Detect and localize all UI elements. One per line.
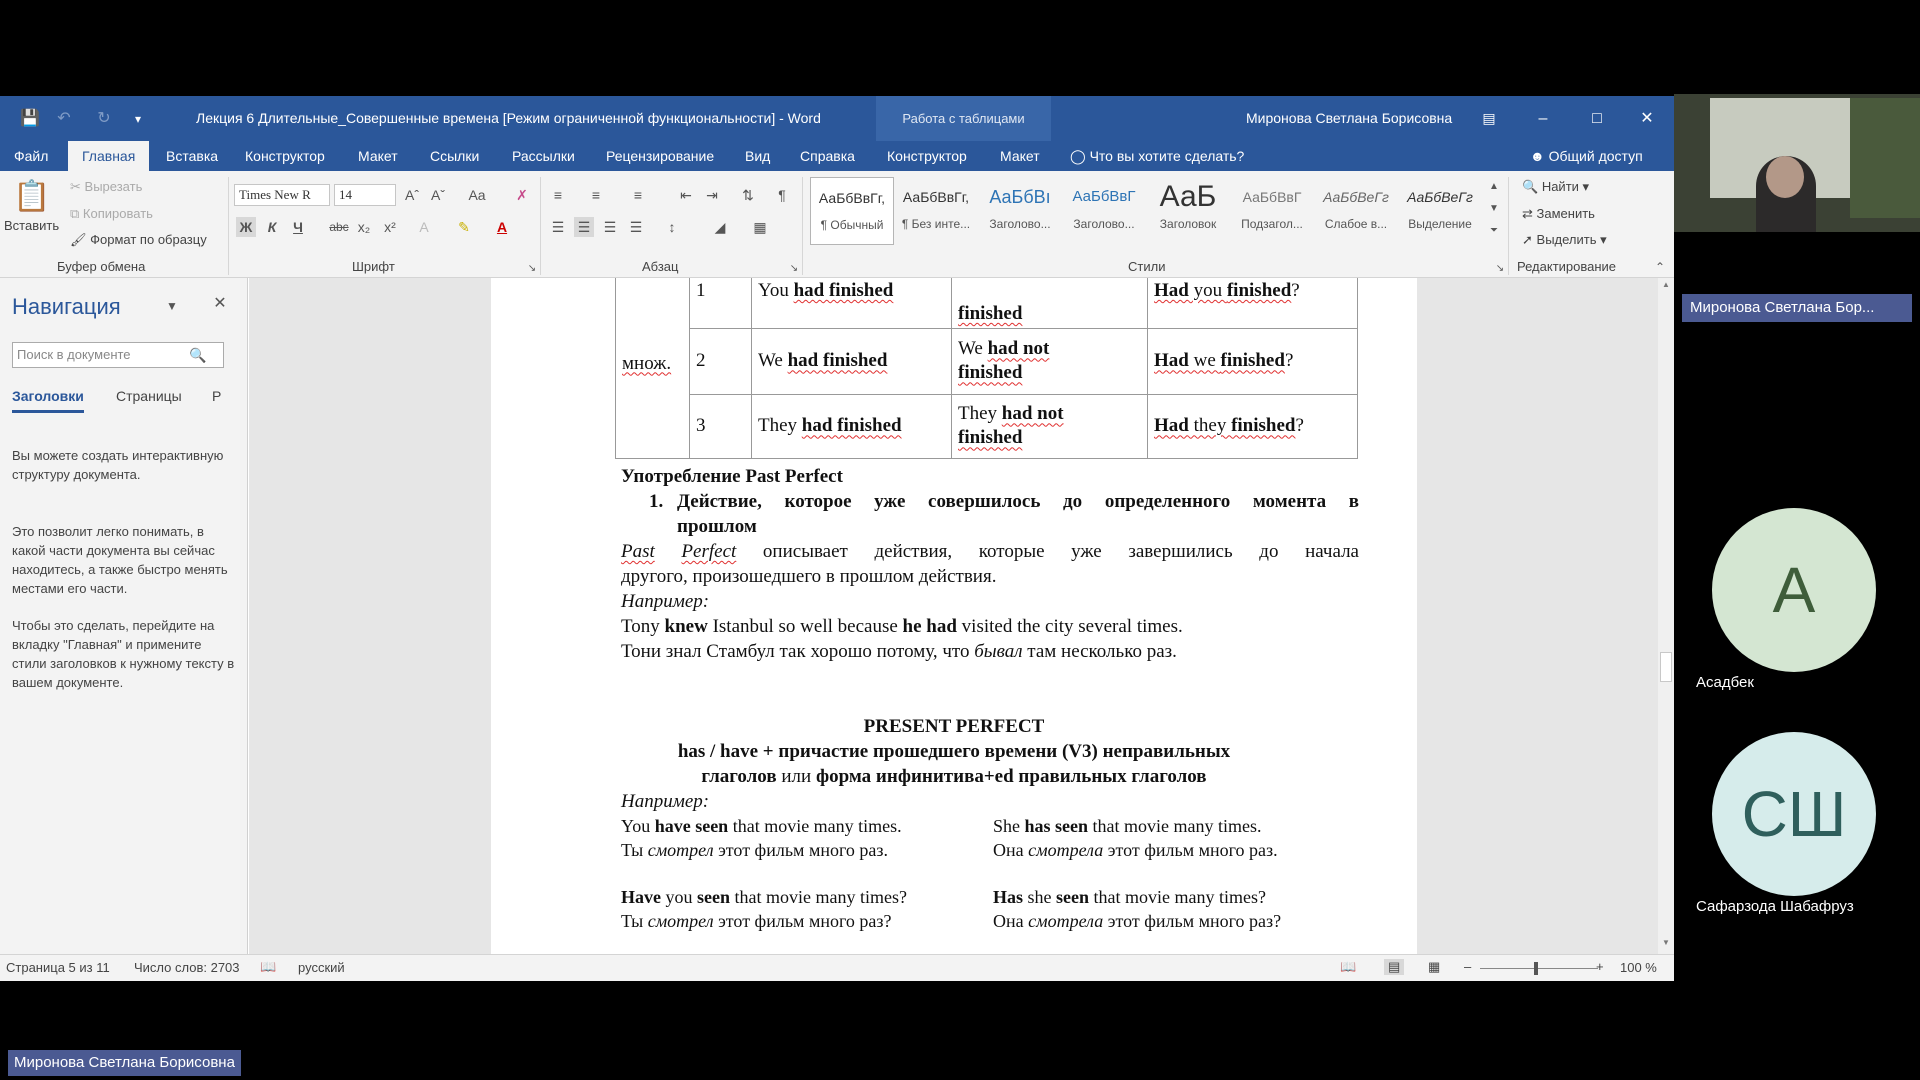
style-preview: АаБбВеГг	[1323, 189, 1389, 205]
tab-help[interactable]: Справка	[800, 148, 855, 164]
cell-text: we	[1188, 350, 1221, 372]
style-name: Заголово...	[1073, 217, 1135, 231]
cursor-icon: ➚	[1522, 232, 1533, 247]
decrease-indent-icon[interactable]: ⇤	[680, 187, 692, 203]
example-text: She	[993, 816, 1025, 836]
example-text: Тони знал Стамбул так хорошо потому, что	[621, 641, 975, 662]
ribbon-separator	[1508, 177, 1509, 275]
increase-indent-icon[interactable]: ⇥	[706, 187, 718, 203]
cell-text: finished	[1226, 280, 1292, 301]
tell-me-label: Что вы хотите сделать?	[1089, 148, 1245, 164]
attendee-name: Асадбек	[1696, 674, 1754, 691]
table-cell-negative	[952, 278, 1148, 329]
table-cell-affirmative	[752, 394, 952, 458]
example-text: that movie many times.	[1088, 816, 1262, 836]
usage-item-text-cont: прошлом	[677, 516, 757, 537]
cell-text: We	[958, 338, 988, 360]
minimize-icon[interactable]: –	[1538, 110, 1548, 127]
styles-group-label: Стили	[1128, 259, 1166, 274]
example-text: Tony	[621, 616, 665, 637]
table-tools-context: Работа с таблицами	[876, 96, 1051, 141]
web-layout-icon[interactable]: ▦	[1428, 959, 1441, 974]
table-row	[616, 329, 1358, 394]
tab-table-layout[interactable]: Макет	[1000, 148, 1040, 164]
font-color-icon[interactable]: A	[496, 219, 508, 235]
example-text: Она	[993, 911, 1029, 931]
replace-icon: ⇄	[1522, 206, 1533, 221]
example-right-2	[993, 840, 1278, 861]
example-text: that movie many times?	[1089, 887, 1266, 907]
numbering-icon[interactable]: ≡	[591, 187, 601, 203]
table-cell-affirmative	[752, 329, 952, 394]
style-no-spacing[interactable]	[894, 177, 978, 245]
format-painter-button[interactable]	[70, 232, 207, 248]
example-left-3	[621, 887, 907, 908]
replace-label: Заменить	[1536, 206, 1595, 221]
example-text: she	[1023, 887, 1057, 907]
example-italic: смотрел	[647, 911, 714, 931]
example-right-4	[993, 911, 1281, 932]
usage-item-number: 1.	[649, 491, 664, 512]
cell-text: you	[1188, 280, 1227, 301]
cell-text: ?	[1284, 350, 1294, 372]
font-size-combo[interactable]: 14	[334, 184, 396, 206]
font-group-label: Шрифт	[352, 259, 395, 274]
underline-button[interactable]: Ч	[293, 219, 303, 235]
table-cell-question	[1148, 278, 1358, 329]
ribbon	[0, 171, 1674, 278]
tab-references[interactable]: Ссылки	[430, 148, 480, 164]
present-perfect-title: PRESENT PERFECT	[863, 716, 1045, 737]
example-text: Ты	[621, 911, 648, 931]
style-preview: АаБбВеГг	[1407, 189, 1473, 205]
cut-button[interactable]	[70, 179, 142, 195]
cell-text: finished	[958, 303, 1023, 325]
italic-button[interactable]: К	[267, 219, 277, 235]
example-bold: knew	[664, 616, 708, 637]
select-label: Выделить	[1536, 232, 1597, 247]
avatar-initials: А	[1772, 554, 1816, 626]
page-count[interactable]: Страница 5 из 11	[6, 960, 110, 975]
copy-label: Копировать	[82, 206, 153, 221]
formula-text: глаголов	[701, 766, 777, 787]
style-emphasis[interactable]	[1398, 177, 1482, 245]
style-preview: АаБ	[1159, 180, 1217, 213]
zoom-slider-thumb[interactable]	[1534, 962, 1538, 975]
presenter-label: Миронова Светлана Борисовна	[8, 1050, 241, 1076]
ribbon-separator	[228, 177, 229, 275]
strikethrough-button[interactable]: abc	[329, 220, 349, 234]
style-preview: АаБбВвГ	[1072, 188, 1136, 205]
copy-button[interactable]	[70, 206, 153, 222]
example-left-1	[621, 816, 902, 837]
term-past: Past	[621, 541, 655, 562]
example-right-1	[993, 816, 1262, 837]
past-perfect-table	[615, 278, 1358, 459]
language[interactable]: русский	[298, 960, 345, 975]
cell-text: Had	[1154, 280, 1189, 301]
copy-icon: ⧉	[70, 206, 80, 221]
style-name: Заголово...	[989, 217, 1051, 231]
style-name: Выделение	[1408, 217, 1472, 231]
style-subtitle[interactable]	[1230, 177, 1314, 245]
example-italic: смотрел	[647, 840, 714, 860]
example-text: этот фильм много раз.	[1103, 840, 1278, 860]
avatar[interactable]	[1712, 732, 1876, 896]
table-row	[616, 394, 1358, 458]
example-text: там несколько раз.	[1022, 641, 1177, 662]
example-left-2	[621, 840, 888, 861]
cut-label: Вырезать	[84, 179, 143, 194]
style-heading-2[interactable]	[1062, 177, 1146, 245]
cell-text: They	[958, 403, 1002, 425]
example-text: that movie many times?	[730, 887, 907, 907]
table-cell-num: 2	[690, 329, 752, 394]
print-layout-icon[interactable]: ▤	[1384, 959, 1404, 975]
change-case-button[interactable]: Aa	[468, 187, 486, 203]
close-icon[interactable]: ✕	[1640, 110, 1654, 127]
document-canvas	[249, 278, 1658, 954]
shrink-font-icon[interactable]: Aˇ	[431, 187, 445, 203]
tab-home[interactable]: Главная	[68, 141, 149, 171]
cell-text: Had	[1154, 415, 1189, 437]
align-center-icon[interactable]: ☰	[574, 217, 594, 237]
example-italic: смотрела	[1028, 840, 1104, 860]
nav-options-icon[interactable]: ▼	[166, 299, 178, 313]
clipboard-icon: 📋	[13, 180, 51, 213]
term-perfect: Perfect	[681, 541, 737, 562]
tab-design[interactable]: Конструктор	[245, 148, 325, 164]
maximize-icon[interactable]: □	[1592, 110, 1602, 127]
usage-item-text: Действие, которое уже совершилось до определенного момента в	[677, 491, 1359, 512]
bold-button[interactable]: Ж	[236, 217, 256, 237]
nav-close-icon[interactable]: ✕	[213, 295, 227, 312]
scissors-icon: ✂	[70, 179, 81, 194]
cell-text: Had	[1154, 350, 1189, 372]
cell-text: had finished	[793, 280, 894, 301]
nav-tab-headings[interactable]: Заголовки	[12, 388, 84, 413]
proofing-icon[interactable]: 📖	[260, 959, 277, 974]
cell-text: had finished	[801, 415, 902, 437]
nav-help-text: Это позволит легко понимать, в какой части документа вы сейчас находитесь, а также быстро менять местами его части.	[12, 524, 228, 596]
table-cell-num: 1	[690, 278, 752, 329]
save-icon[interactable]: 💾	[20, 110, 40, 127]
align-left-icon[interactable]: ☰	[551, 219, 565, 235]
nav-title: Навигация	[12, 294, 121, 319]
navigation-pane	[0, 278, 248, 954]
customize-quick-access-icon[interactable]: ▾	[134, 112, 142, 126]
brush-icon: 🖌	[70, 232, 87, 247]
tell-me-search[interactable]	[1070, 141, 1244, 171]
example-bold: seen	[697, 887, 730, 907]
clear-formatting-icon[interactable]: ✗	[516, 187, 528, 203]
zoom-level[interactable]: 100 %	[1620, 960, 1657, 975]
usage-heading: Употребление Past Perfect	[621, 466, 843, 487]
cell-text: finished	[1220, 350, 1285, 372]
status-bar	[0, 954, 1674, 981]
subscript-button[interactable]: x₂	[357, 219, 371, 235]
word-count[interactable]: Число слов: 2703	[134, 960, 240, 975]
example-text: that movie many times.	[728, 816, 902, 836]
description-text: описывает действия, которые уже завершились до начала	[736, 541, 1359, 562]
title-bar	[0, 96, 1674, 141]
style-name: Слабое в...	[1324, 217, 1388, 231]
replace-button[interactable]	[1522, 206, 1595, 222]
zoom-slider[interactable]	[1480, 968, 1598, 969]
cell-text: We	[758, 350, 788, 372]
style-normal[interactable]	[810, 177, 894, 245]
undo-icon[interactable]: ↶	[57, 110, 71, 127]
description-line	[621, 541, 1359, 563]
cell-text: had finished	[787, 350, 888, 372]
share-label: Общий доступ	[1548, 148, 1643, 164]
table-cell-question	[1148, 329, 1358, 394]
redo-icon[interactable]: ↻	[97, 110, 111, 127]
nav-search-input[interactable]: Поиск в документе	[12, 342, 224, 368]
style-name: Заголовок	[1159, 217, 1217, 231]
word-window	[0, 96, 1674, 981]
formula-line-2	[491, 766, 1417, 788]
example-italic: бывал	[974, 641, 1023, 662]
clipboard-group-label: Буфер обмена	[57, 259, 146, 274]
example-text: этот фильм много раз.	[713, 840, 888, 860]
scroll-thumb[interactable]	[1660, 652, 1672, 682]
style-name: ¶ Обычный	[820, 218, 884, 232]
cell-text: had not	[987, 338, 1050, 360]
nav-help-text: Чтобы это сделать, перейдите на вкладку "Главная" и примените стили заголовков к нужному тексту в вашем документе.	[12, 618, 235, 690]
style-name: Подзагол...	[1241, 217, 1303, 231]
find-label: Найти	[1541, 179, 1579, 194]
cell-text: finished	[958, 362, 1023, 384]
document-title: Лекция 6 Длительные_Совершенные времена [Режим ограниченной функциональности] - Word	[196, 110, 821, 126]
style-preview: АаБбВвГг,	[818, 190, 886, 206]
example-text: Ты	[621, 840, 648, 860]
select-button[interactable]: ➚ Выделить ▾	[1522, 232, 1607, 247]
zoom-in-icon[interactable]: +	[1596, 959, 1604, 974]
example-bold: Has	[993, 887, 1024, 907]
style-title[interactable]	[1146, 177, 1230, 245]
formula-text: или	[776, 766, 816, 787]
host-video	[1674, 94, 1920, 232]
styles-scroll-up-icon[interactable]: ▲	[1489, 181, 1499, 192]
example-bold: he had	[902, 616, 957, 637]
nav-tab-results[interactable]: Р	[212, 388, 222, 404]
scroll-down-icon[interactable]: ▼	[1662, 938, 1670, 947]
nav-tab-pages[interactable]: Страницы	[116, 388, 182, 404]
avatar[interactable]	[1712, 508, 1876, 672]
example-label: Например:	[621, 791, 710, 812]
cell-text: ?	[1291, 280, 1300, 301]
table-cell-negative	[952, 394, 1148, 458]
example-right-3	[993, 887, 1266, 908]
attendee-name: Сафарзода Шабафруз	[1696, 898, 1854, 915]
formula-line-1: has / have + причастие прошедшего времени (V3) неправильных	[677, 741, 1231, 762]
shading-icon[interactable]: ◢	[714, 219, 726, 235]
vertical-scrollbar[interactable]	[1658, 278, 1674, 954]
align-right-icon[interactable]: ☰	[603, 219, 617, 235]
table-row	[616, 278, 1358, 329]
cell-text: finished	[1231, 415, 1296, 437]
person-icon: ☻	[1530, 148, 1545, 164]
style-name: ¶ Без инте...	[901, 217, 971, 231]
nav-help-text: Вы можете создать интерактивную структуру документа.	[12, 448, 224, 482]
collapse-ribbon-icon[interactable]: ⌃	[1654, 260, 1666, 274]
line-spacing-icon[interactable]: ↕	[668, 219, 676, 235]
document-page[interactable]	[491, 278, 1417, 954]
justify-icon[interactable]: ☰	[629, 219, 643, 235]
cell-text: had not	[1001, 403, 1064, 425]
example-en	[621, 616, 1183, 638]
example-text: visited the city several times.	[956, 616, 1183, 637]
format-painter-label: Формат по образцу	[90, 232, 207, 247]
lightbulb-icon: ◯	[1070, 148, 1086, 164]
share-button[interactable]	[1530, 141, 1643, 171]
table-cell-negative	[952, 329, 1148, 394]
host-name-label: Миронова Светлана Бор...	[1682, 294, 1912, 322]
styles-more-icon[interactable]: ⏷	[1490, 225, 1498, 236]
ribbon-tabs	[0, 141, 1674, 171]
tab-review[interactable]: Рецензирование	[606, 148, 715, 164]
host-face	[1766, 156, 1804, 198]
description-line-2: другого, произошедшего в прошлом действия.	[621, 566, 997, 587]
editing-group-label: Редактирование	[1517, 259, 1617, 274]
cell-text: finished	[958, 427, 1023, 449]
style-preview: АаБбВı	[989, 187, 1051, 207]
paragraph-dialog-launcher-icon[interactable]: ↘	[789, 263, 799, 274]
tab-mailings[interactable]: Рассылки	[512, 148, 575, 164]
text-effects-icon[interactable]: A	[419, 219, 429, 235]
account-user-name[interactable]: Миронова Светлана Борисовна	[1246, 110, 1453, 126]
tab-layout[interactable]: Макет	[358, 148, 398, 164]
tab-insert[interactable]: Вставка	[166, 148, 219, 164]
show-formatting-icon[interactable]: ¶	[778, 187, 786, 203]
example-text: You	[621, 816, 655, 836]
cell-text: ?	[1295, 415, 1304, 437]
tab-view[interactable]: Вид	[745, 148, 771, 164]
table-cell-group	[616, 278, 690, 459]
font-name-combo[interactable]: Times New R	[234, 184, 330, 206]
group-label: множ.	[622, 352, 672, 374]
paste-button[interactable]: Вставить	[4, 218, 60, 233]
zoom-out-icon[interactable]: –	[1464, 959, 1472, 974]
example-ru	[621, 641, 1177, 663]
example-bold: has seen	[1024, 816, 1089, 836]
example-text: этот фильм много раз?	[1103, 911, 1282, 931]
style-preview: АаБбВвГг,	[902, 189, 970, 205]
scroll-up-icon[interactable]: ▲	[1662, 280, 1670, 289]
search-icon[interactable]: 🔍	[189, 347, 207, 363]
example-text: Istanbul so well because	[707, 616, 903, 637]
example-text: этот фильм много раз?	[713, 911, 892, 931]
styles-scroll-down-icon[interactable]: ▼	[1489, 203, 1499, 214]
borders-icon[interactable]: ▦	[753, 219, 767, 235]
example-left-4	[621, 911, 892, 932]
example-label: Например:	[621, 591, 710, 612]
superscript-button[interactable]: x²	[384, 219, 396, 235]
example-bold: have seen	[654, 816, 729, 836]
cell-text: they	[1188, 415, 1232, 437]
styles-dialog-launcher-icon[interactable]: ↘	[1495, 263, 1505, 274]
formula-text: форма инфинитива+ed правильных глаголов	[815, 766, 1207, 787]
font-dialog-launcher-icon[interactable]: ↘	[527, 263, 537, 274]
grow-font-icon[interactable]: Aˆ	[405, 187, 419, 203]
table-cell-affirmative	[752, 278, 952, 329]
example-bold: seen	[1056, 887, 1090, 907]
table-cell-num: 3	[690, 394, 752, 458]
cell-text: You	[758, 280, 794, 301]
example-text: Она	[993, 840, 1029, 860]
table-cell-question	[1148, 394, 1358, 458]
style-preview: АаБбВвГ	[1242, 189, 1302, 205]
find-button[interactable]: 🔍 Найти ▾	[1522, 179, 1590, 194]
ribbon-separator	[802, 177, 803, 275]
paragraph-group-label: Абзац	[642, 259, 679, 274]
style-subtle-emphasis[interactable]	[1314, 177, 1398, 245]
highlight-color-icon[interactable]: ✎	[458, 219, 470, 235]
tab-table-design[interactable]: Конструктор	[887, 148, 967, 164]
bullets-icon[interactable]: ≡	[553, 187, 563, 203]
example-italic: смотрела	[1028, 911, 1104, 931]
example-text: you	[661, 887, 697, 907]
search-icon: 🔍	[1522, 179, 1539, 194]
sort-icon[interactable]: ⇅	[742, 187, 754, 203]
read-mode-icon[interactable]: 📖	[1340, 959, 1357, 974]
avatar-initials: СШ	[1741, 778, 1847, 850]
multilevel-list-icon[interactable]: ≡	[633, 187, 643, 203]
blackboard	[1850, 98, 1920, 218]
cell-text: They	[758, 415, 802, 437]
style-heading-1[interactable]	[978, 177, 1062, 245]
example-bold: Have	[621, 887, 661, 907]
ribbon-display-options-icon[interactable]: ▤	[1482, 110, 1496, 126]
tab-file[interactable]: Файл	[14, 148, 49, 164]
ribbon-separator	[540, 177, 541, 275]
